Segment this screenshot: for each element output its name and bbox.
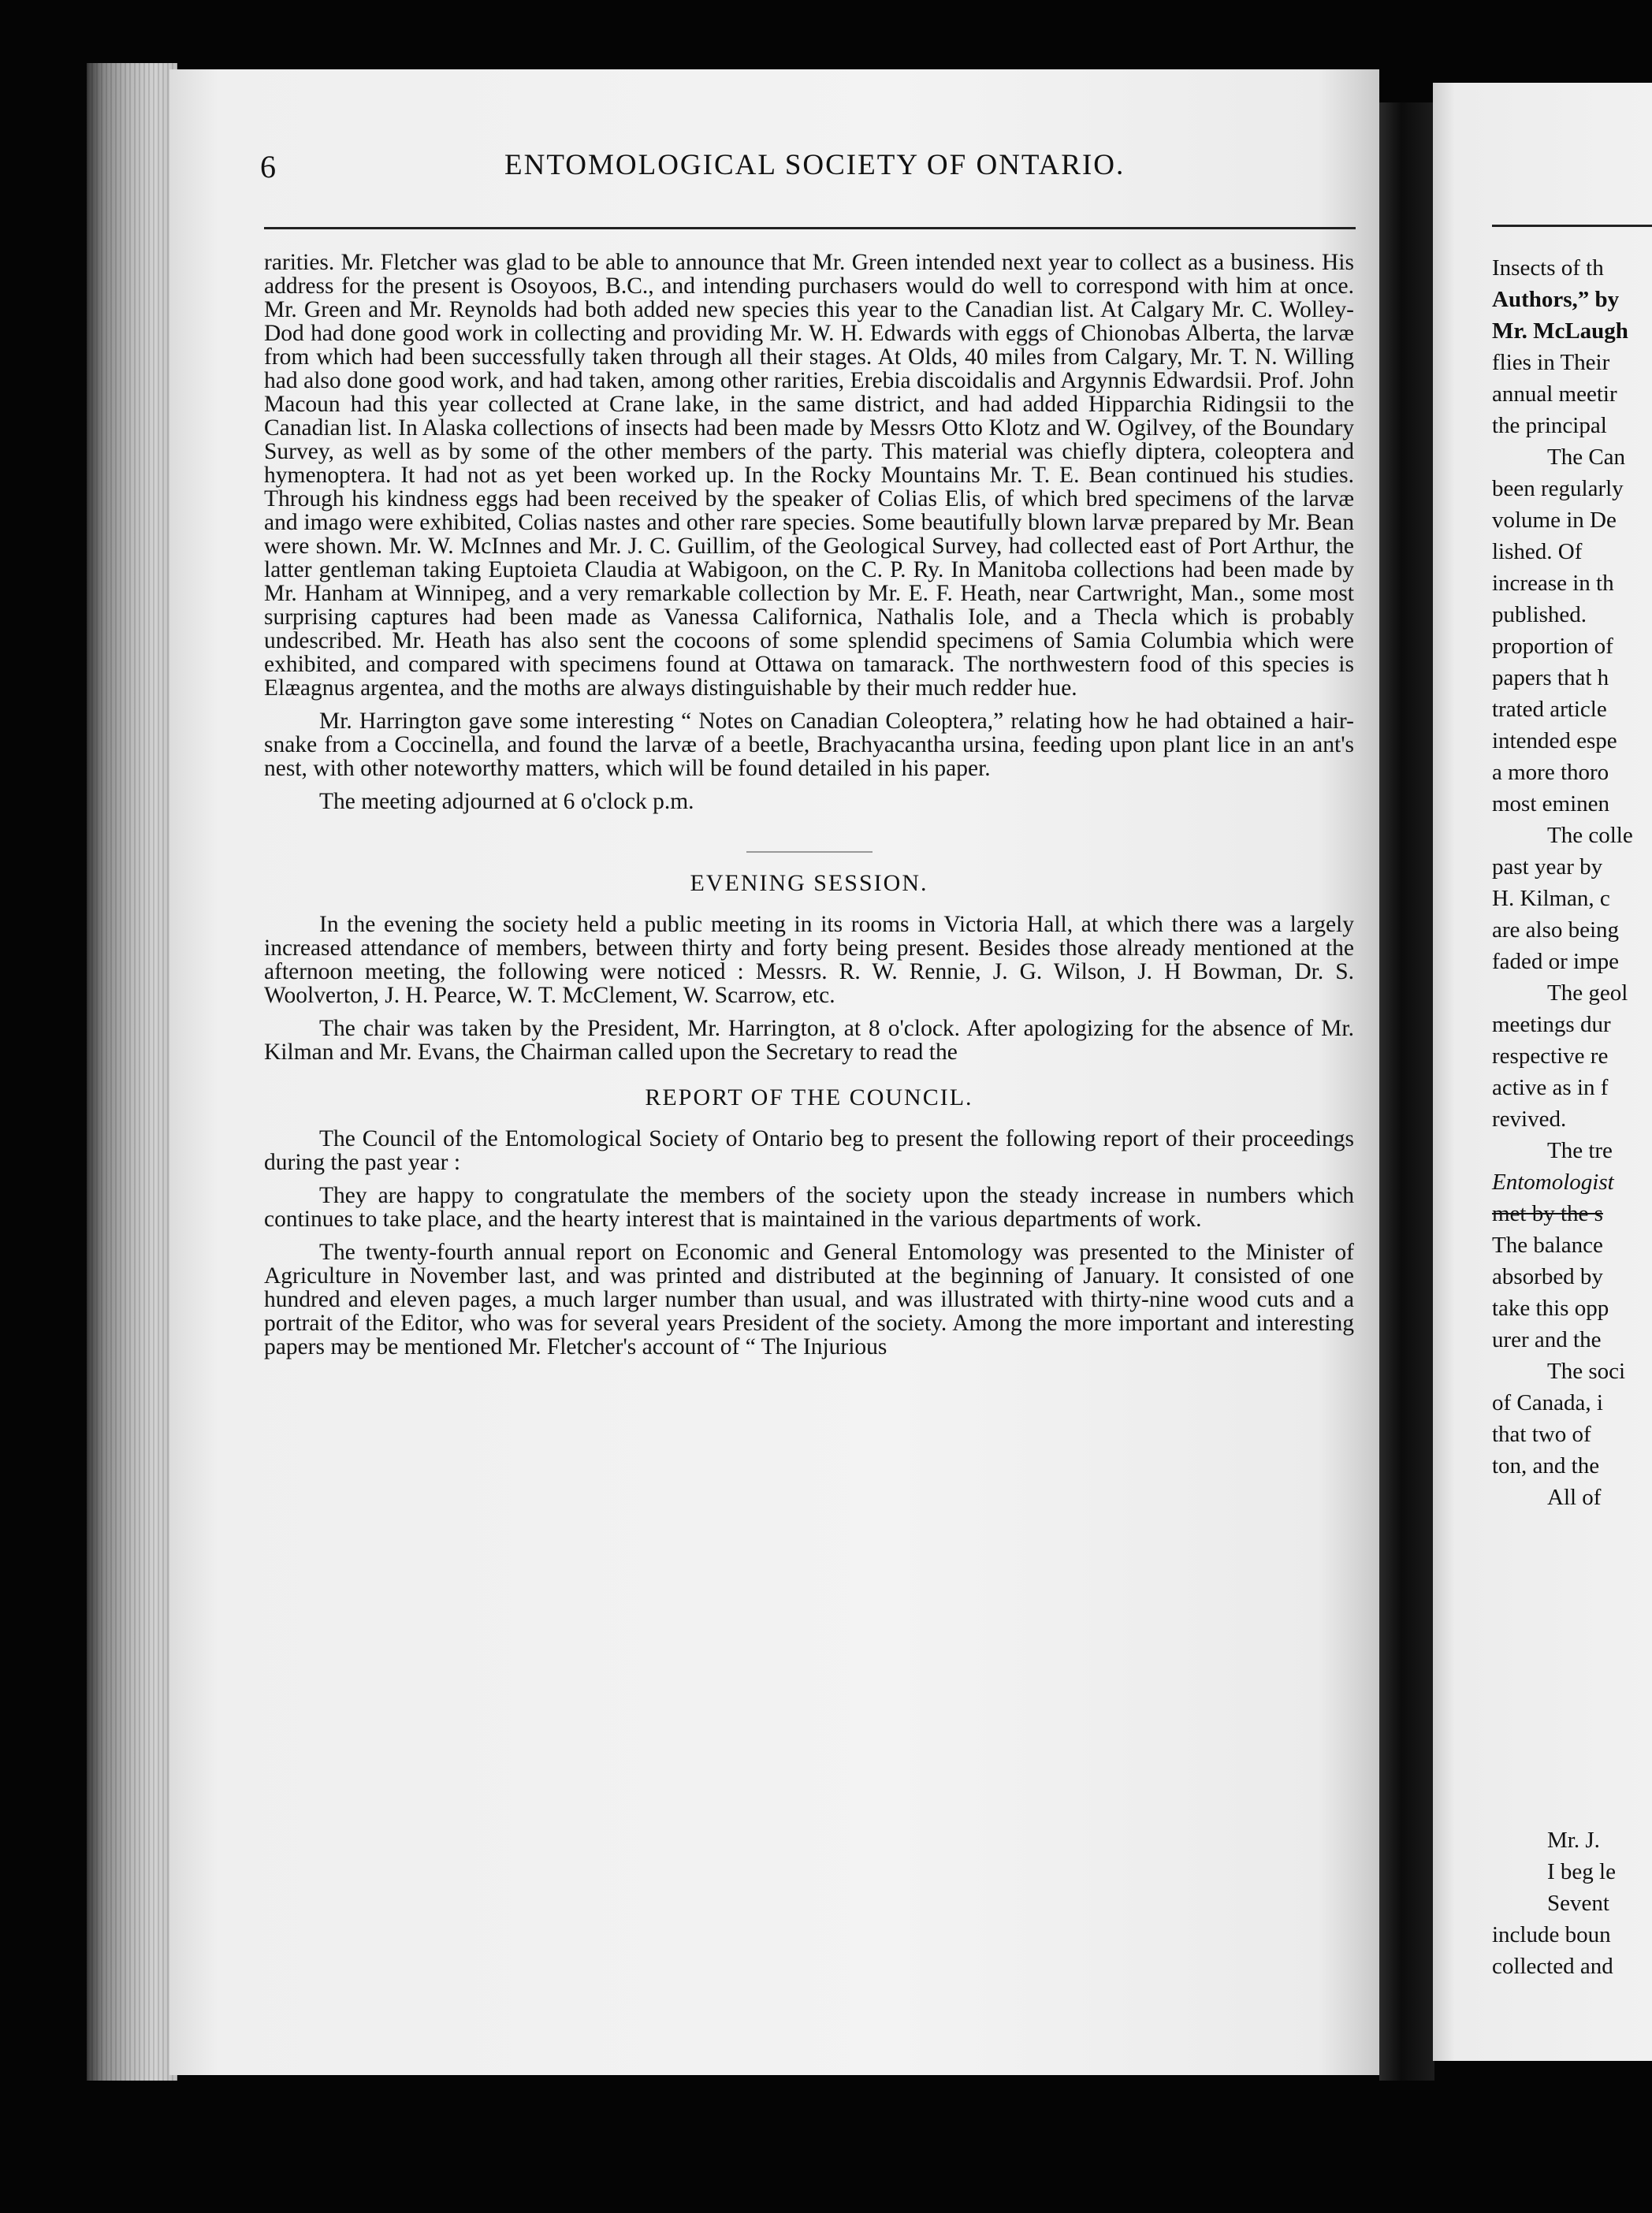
right-line: that two of [1492, 1422, 1591, 1447]
right-page [1433, 83, 1652, 2061]
right-line: trated article [1492, 697, 1607, 722]
right-line: Mr. J. [1547, 1828, 1600, 1853]
right-line: Sevent [1547, 1891, 1609, 1916]
right-line: published. [1492, 602, 1587, 627]
right-line: Insects of th [1492, 255, 1604, 281]
right-line: include boun [1492, 1922, 1611, 1947]
paragraph-annual-report: The twenty-fourth annual report on Economic and General Entomology was presented to the Minister of Agriculture in November last, and was printed and distributed at the beginning of January. It consisted of one hundred and eleven pages, a much larger number than usual, and was illustrated with thirty-nine wood cuts and a portrait of the Editor, who was for several years President of the society. Among the more important and interesting papers may be mentioned Mr. Fletcher's account of “ The Injurious [264, 1240, 1354, 1359]
right-line: H. Kilman, c [1492, 886, 1610, 911]
right-line: Authors,” by [1492, 287, 1620, 312]
paragraph-rarities: rarities. Mr. Fletcher was glad to be able to announce that Mr. Green intended next year to collect as a business. His address for the present is Osoyoos, B.C., and intending purchasers would do well to correspond with him at once. Mr. Green and Mr. Reynolds had both added new species this year to the Canadian list. At Calgary Mr. C. Wolley-Dod had done good work in collecting and providing Mr. W. H. Edwards with eggs of Chionobas Alberta, the larvæ from which had been successfully taken through all their stages. At Olds, 40 miles from Calgary, Mr. T. N. Willing had also done good work, and had taken, among other rarities, Erebia discoidalis and Argynnis Edwardsii. Prof. John Macoun had this year collected at Crane lake, in the same district, and had added Hipparchia Ridingsii to the Canadian list. In Alaska collections of insects had been made by Messrs Otto Klotz and W. Ogilvey, of the Boundary Survey, as well as by some of the other members of the party. This material was chiefly diptera, coleoptera and hymenoptera. It had not as yet been worked up. In the Rocky Mountains Mr. T. E. Bean continued his studies. Through his kindness eggs had been received by the speaker of Colias Elis, of which bred specimens of the larvæ and imago were exhibited, Colias nastes and other rare species. Some beautifully blown larvæ prepared by Mr. Bean were shown. Mr. W. McInnes and Mr. J. C. Guillim, of the Geological Survey, had collected east of Port Arthur, the latter gentleman taking Euptoieta Claudia at Wabigoon, on the C. P. Ry. In Manitoba collections had been made by Mr. Hanham at Winnipeg, and a very remarkable collection by Mr. E. F. Heath, near Cartwright, Man., some most surprising captures had been made as Vanessa Californica, Nathalis Iole, and a Thecla which is probably undescribed. Mr. Heath has also sent the cocoons of some splendid specimens of Samia Columbia which were exhibited, and compared with specimens found at Ottawa on tamarack. The northwestern food of this species is Elæagnus argentea, and the moths are always distinguishable by their much redder hue. [264, 250, 1354, 701]
right-line: intended espe [1492, 728, 1617, 753]
right-line: The soci [1547, 1359, 1626, 1384]
right-line: met by the s [1492, 1201, 1603, 1226]
right-line: urer and the [1492, 1327, 1602, 1352]
right-line: the principal [1492, 413, 1607, 438]
right-line: proportion of [1492, 634, 1613, 659]
right-line: The Can [1547, 444, 1626, 470]
right-line: Mr. McLaugh [1492, 318, 1628, 344]
right-line: papers that h [1492, 665, 1609, 690]
header-rule [264, 227, 1356, 229]
right-page-text-lower [1492, 1824, 1652, 1982]
right-line: absorbed by [1492, 1264, 1603, 1289]
right-line: All of [1547, 1485, 1602, 1510]
right-line: meetings dur [1492, 1012, 1611, 1037]
right-line: The tre [1547, 1138, 1613, 1163]
paragraph-evening-meeting: In the evening the society held a public meeting in its rooms in Victoria Hall, at which there was a largely increased attendance of members, between thirty and forty being present. Besides those already mentioned at the afternoon meeting, the following were noticed : Messrs. R. W. Rennie, J. G. Wilson, J. H Bowman, Dr. S. Woolverton, J. H. Pearce, W. T. McClement, W. Scarrow, etc. [264, 912, 1354, 1008]
right-line: I beg le [1547, 1859, 1616, 1884]
right-line: increase in th [1492, 571, 1614, 596]
right-line: of Canada, i [1492, 1390, 1603, 1415]
right-line: The balance [1492, 1233, 1603, 1258]
paragraph-harrington-notes: Mr. Harrington gave some interesting “ Notes on Canadian Coleoptera,” relating how he had obtained a hair-snake from a Coccinella, and found the larvæ of a beetle, Brachyacantha ursina, feeding upon plant lice in an ant's nest, with other noteworthy matters, which will be found detailed in his paper. [264, 709, 1354, 781]
right-line: faded or impe [1492, 949, 1620, 974]
main-text-column [264, 251, 1354, 1368]
page-number: 6 [260, 149, 276, 184]
section-divider [746, 851, 873, 853]
book-gutter [1379, 102, 1434, 2081]
journal-title: ENTOMOLOGICAL SOCIETY OF ONTARIO. [504, 149, 1126, 181]
running-head [260, 148, 1356, 195]
right-line: active as in f [1492, 1075, 1609, 1100]
right-line: are also being [1492, 917, 1620, 943]
paragraph-congratulate: They are happy to congratulate the members of the society upon the steady increase in numbers which continues to take place, and the hearty interest that is maintained in the various departments of work. [264, 1183, 1354, 1232]
paragraph-chair-taken: The chair was taken by the President, Mr. Harrington, at 8 o'clock. After apologizing for the absence of Mr. Kilman and Mr. Evans, the Chairman called upon the Secretary to read the [264, 1016, 1354, 1065]
right-line: revived. [1492, 1106, 1567, 1132]
right-line: The geol [1547, 980, 1628, 1006]
paragraph-meeting-adjourned: The meeting adjourned at 6 o'clock p.m. [319, 789, 694, 814]
evening-session-heading: EVENING SESSION. [690, 870, 928, 896]
right-line: respective re [1492, 1043, 1609, 1069]
right-line: most eminen [1492, 791, 1610, 816]
right-line: take this opp [1492, 1296, 1609, 1321]
right-line: The colle [1547, 823, 1633, 848]
right-line: ton, and the [1492, 1453, 1600, 1478]
right-line: a more thoro [1492, 760, 1609, 785]
right-line: collected and [1492, 1954, 1613, 1979]
right-page-text [1492, 252, 1652, 1513]
right-line: Entomologist [1492, 1170, 1614, 1195]
right-line: been regularly [1492, 476, 1624, 501]
right-line: flies in Their [1492, 350, 1610, 375]
right-line: volume in De [1492, 508, 1617, 533]
right-line: past year by [1492, 854, 1603, 880]
right-line: lished. Of [1492, 539, 1583, 564]
right-header-rule [1492, 225, 1652, 227]
book-page-edges [87, 63, 177, 2081]
right-line: annual meetir [1492, 381, 1617, 407]
council-report-heading: REPORT OF THE COUNCIL. [645, 1084, 973, 1110]
paragraph-council-present: The Council of the Entomological Society of Ontario beg to present the following report of their proceedings during the past year : [264, 1126, 1354, 1175]
